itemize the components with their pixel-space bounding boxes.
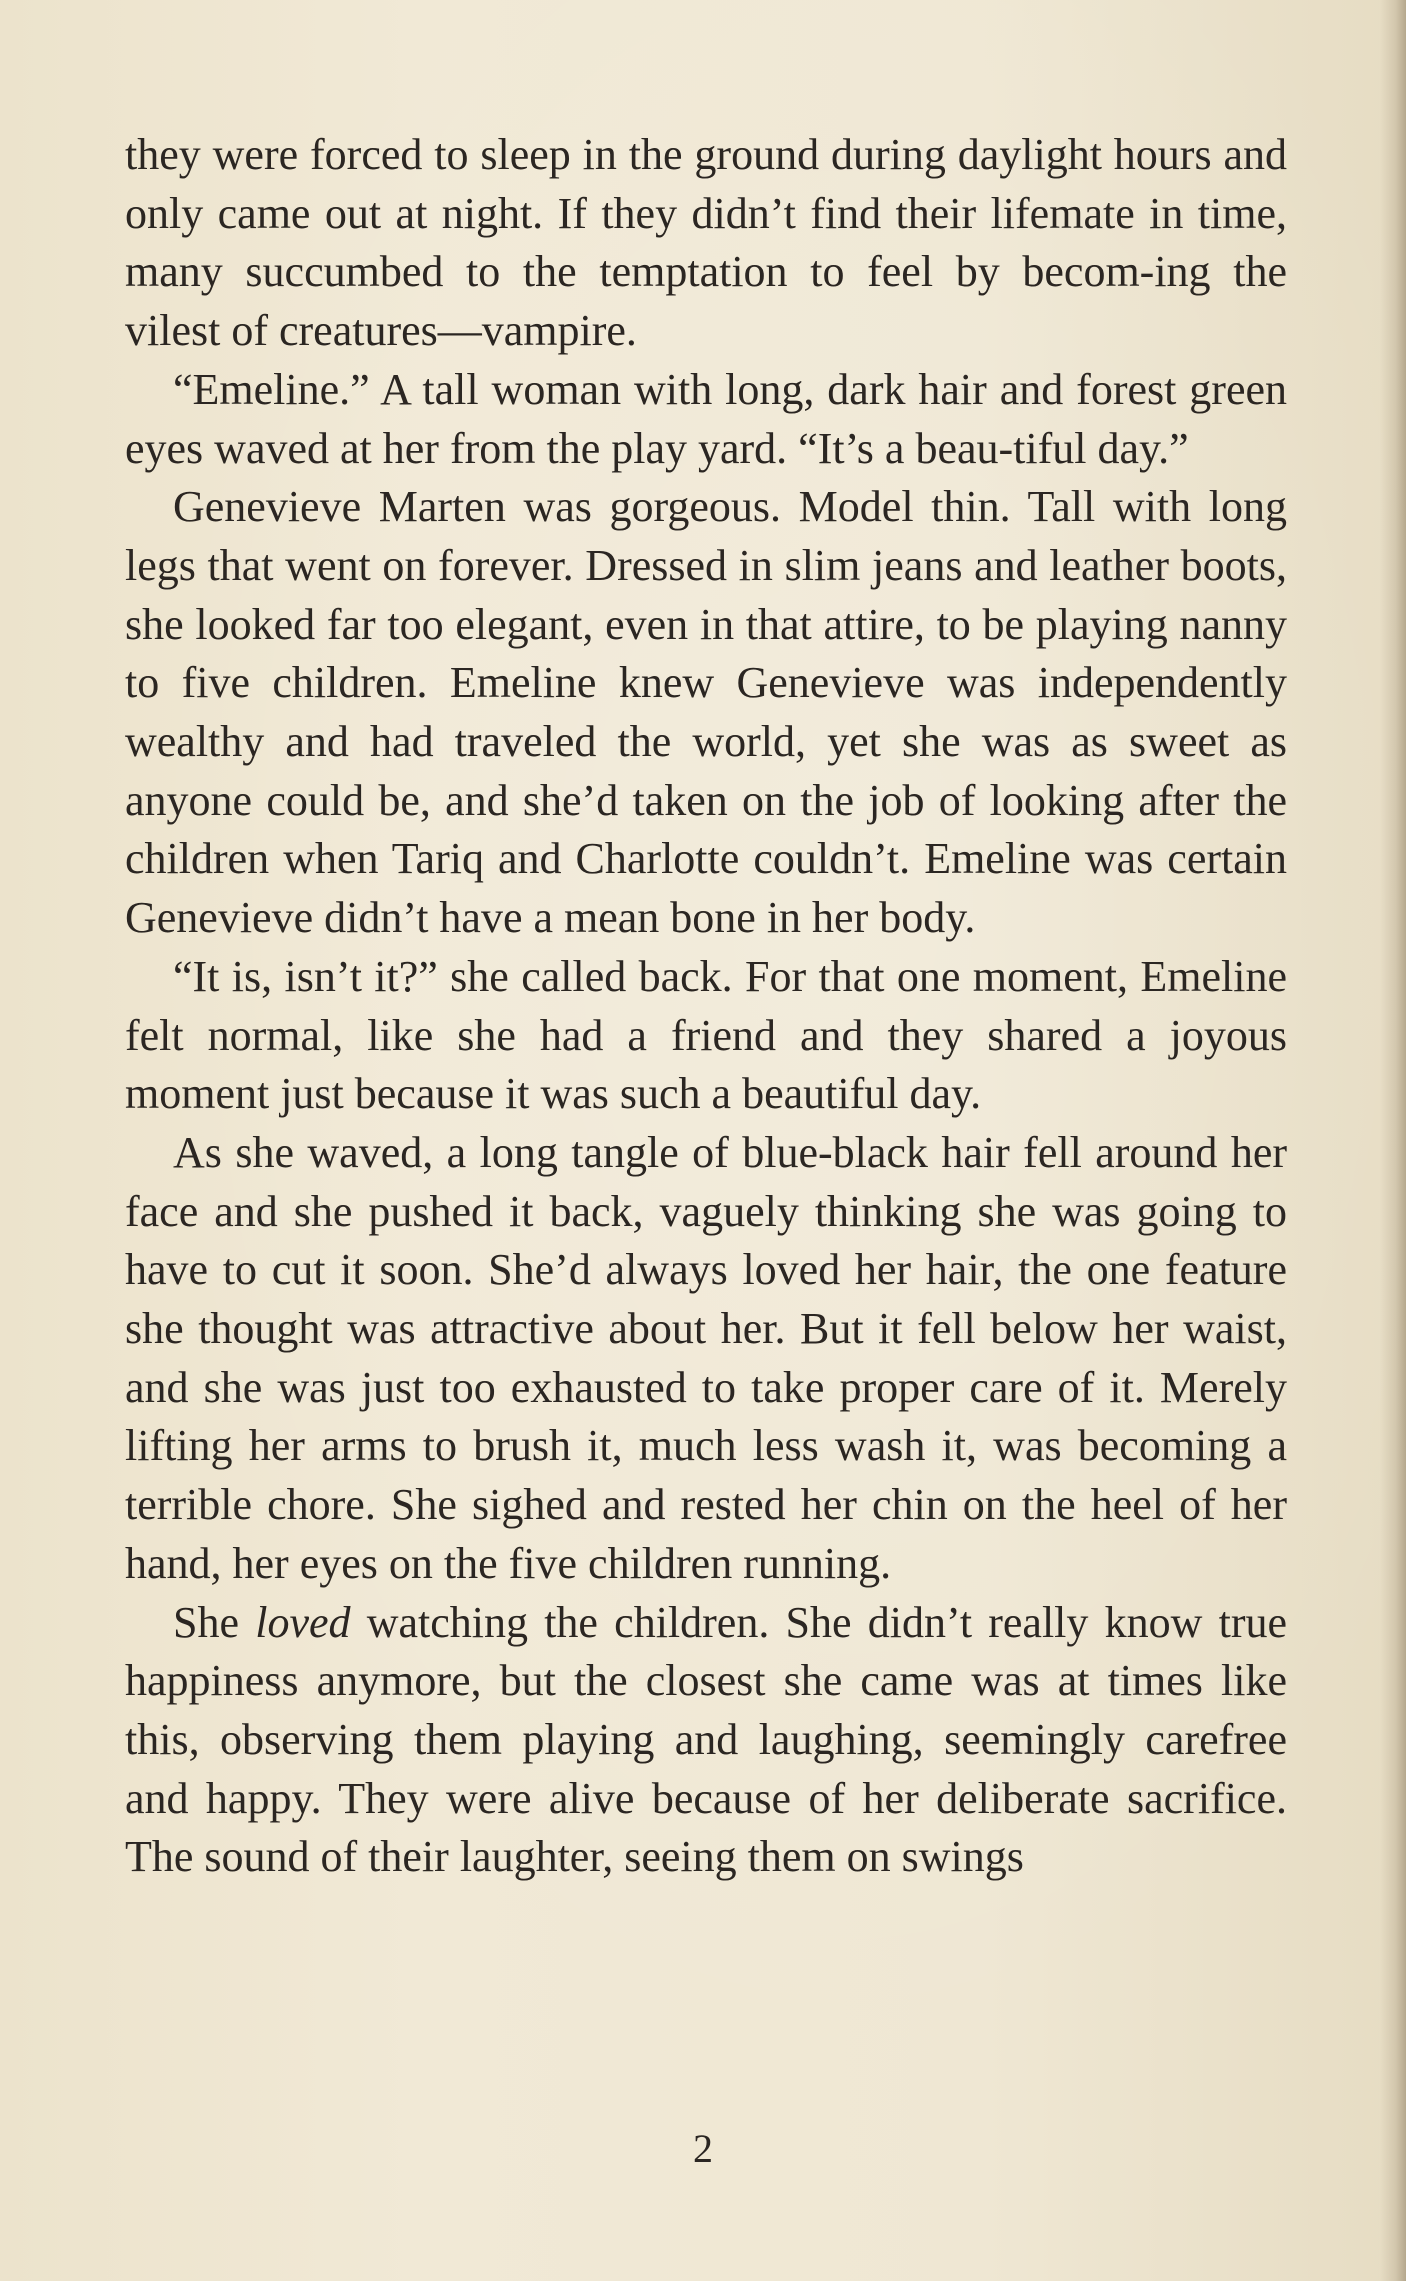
paragraph-6-rest: watching the children. She didn’t really know true happiness anymore, but the closest she came was at times like this, observing them playing and laughing, seemingly carefree and happy. They were alive because of her deliberate sacrifice. The sound of their laughter, seeing them on swings <box>125 1597 1288 1882</box>
paragraph-3: Genevieve Marten was gorgeous. Model thin. Tall with long legs that went on forever. Dressed in slim jeans and leather boots, she looked far too elegant, even in that attire, to be playing nanny to five children. Emeline knew Genevieve was independently wealthy and had traveled the world, yet she was as sweet as anyone could be, and she’d taken on the job of looking after the children when Tariq and Charlotte couldn’t. Emeline was certain Genevieve didn’t have a mean bone in her body. <box>125 482 1287 943</box>
paragraph-6 <box>125 1594 1287 1888</box>
page-edge-shadow <box>1380 0 1406 2281</box>
paragraph-6-lead: She <box>173 1597 256 1647</box>
paragraph-4: “It is, isn’t it?” she called back. For that one moment, Emeline felt normal, like she had a friend and they shared a joyous moment just because it was such a beautiful day. <box>125 951 1287 1119</box>
paragraph-5: As she waved, a long tangle of blue-black hair fell around her face and she pushed it back, vaguely thinking she was going to have to cut it soon. She’d always loved her hair, the one feature she thought was attractive about her. But it fell below her waist, and she was just too exhausted to take proper care of it. Merely lifting her arms to brush it, much less wash it, was becoming a terrible chore. She sighed and rested her chin on the heel of her hand, her eyes on the five children running. <box>125 1127 1287 1588</box>
paragraph-2: “Emeline.” A tall woman with long, dark hair and forest green eyes waved at her from the play yard. “It’s a beau-tiful day.” <box>125 364 1287 473</box>
emphasized-word: loved <box>255 1597 351 1647</box>
page-number: 2 <box>693 2126 713 2171</box>
paragraph-1: they were forced to sleep in the ground during daylight hours and only came out at night. If they didn’t find their lifemate in time, many succumbed to the temptation to feel by becom-ing the vilest of creatures—vampire. <box>125 130 1287 356</box>
body-text <box>125 126 1287 1887</box>
